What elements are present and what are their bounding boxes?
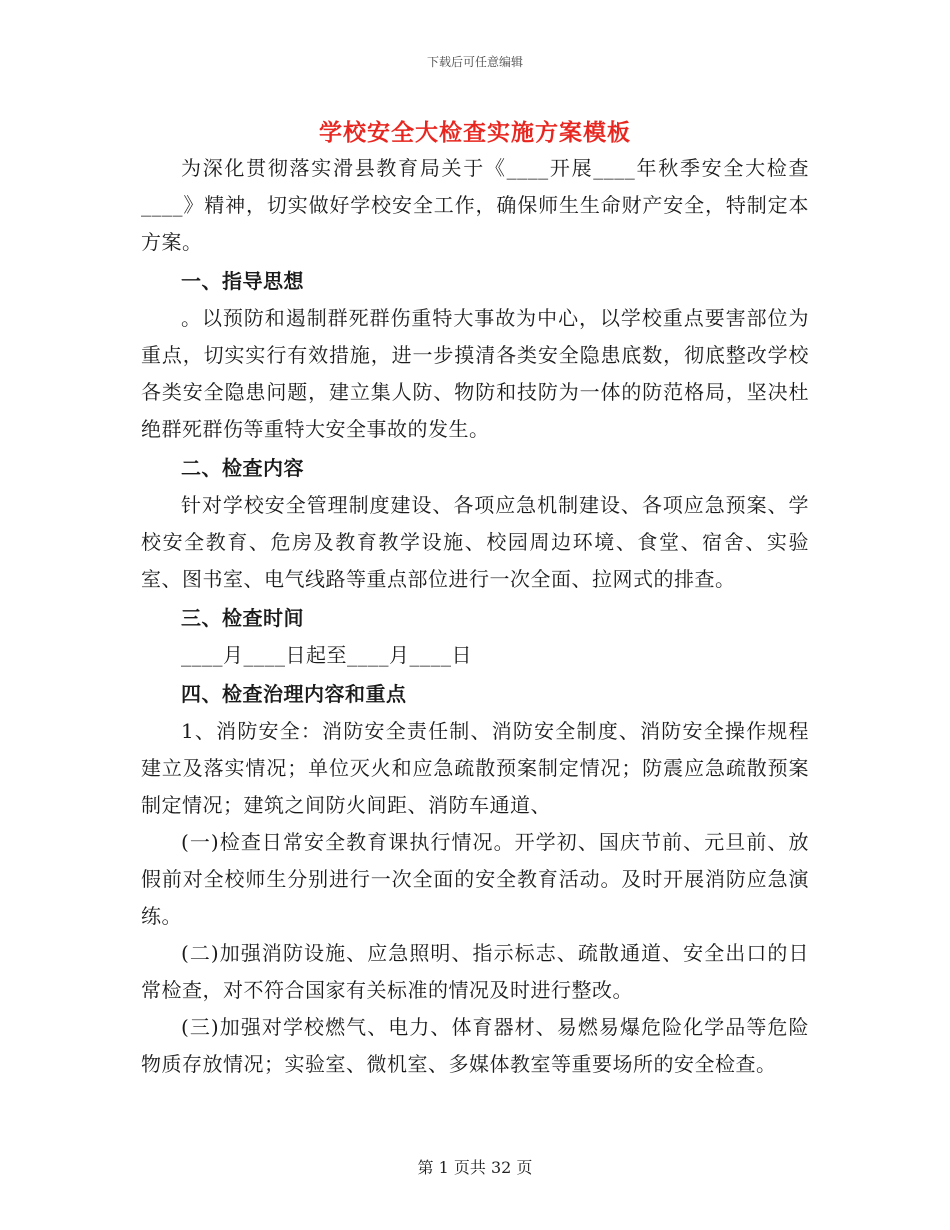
paragraph-inspection-content: 针对学校安全管理制度建设、各项应急机制建设、各项应急预案、学校安全教育、危房及教育教学设施、校园周边环境、食堂、宿舍、实验室、图书室、电气线路等重点部位进行一次全面、拉网式的排查。 [141,493,809,591]
section-heading-inspection-time: 三、检查时间 [181,606,304,630]
paragraph-fire-safety: 1、消防安全：消防安全责任制、消防安全制度、消防安全操作规程建立及落实情况；单位灭火和应急疏散预案制定情况；防震应急疏散预案制定情况；建筑之间防火间距、消防车通道、 [141,719,809,817]
paragraph-guiding-ideology: 。以预防和遏制群死群伤重特大事故为中心，以学校重点要害部位为重点，切实实行有效措施，进一步摸清各类安全隐患底数，彻底整改学校各类安全隐患问题，建立集人防、物防和技防为一体的防范格局，坚决杜绝群死群伤等重特大安全事故的发生。 [141,306,809,441]
paragraph-item-3: (三)加强对学校燃气、电力、体育器材、易燃易爆危险化学品等危险物质存放情况；实验室、微机室、多媒体教室等重要场所的安全检查。 [141,1015,809,1076]
document-title: 学校安全大检查实施方案模板 [319,120,631,146]
section-heading-key-points: 四、检查治理内容和重点 [181,682,407,706]
page-number: 第 1 页共 32 页 [417,1158,533,1177]
intro-paragraph: 为深化贯彻落实滑县教育局关于《____开展____年秋季安全大检查____》精神，切实做好学校安全工作，确保师生生命财产安全，特制定本方案。 [141,156,809,254]
section-heading-guiding-ideology: 一、指导思想 [181,269,304,293]
paragraph-item-1: (一)检查日常安全教育课执行情况。开学初、国庆节前、元旦前、放假前对全校师生分别进行一次全面的安全教育活动。及时开展消防应急演练。 [141,830,809,928]
document-body [141,150,809,1083]
section-heading-inspection-content: 二、检查内容 [181,456,304,480]
paragraph-inspection-time: ____月____日起至____月____日 [181,643,472,667]
paragraph-item-2: (二)加强消防设施、应急照明、指示标志、疏散通道、安全出口的日常检查，对不符合国家有关标准的情况及时进行整改。 [141,941,809,1002]
header-note: 下载后可任意编辑 [426,55,523,69]
